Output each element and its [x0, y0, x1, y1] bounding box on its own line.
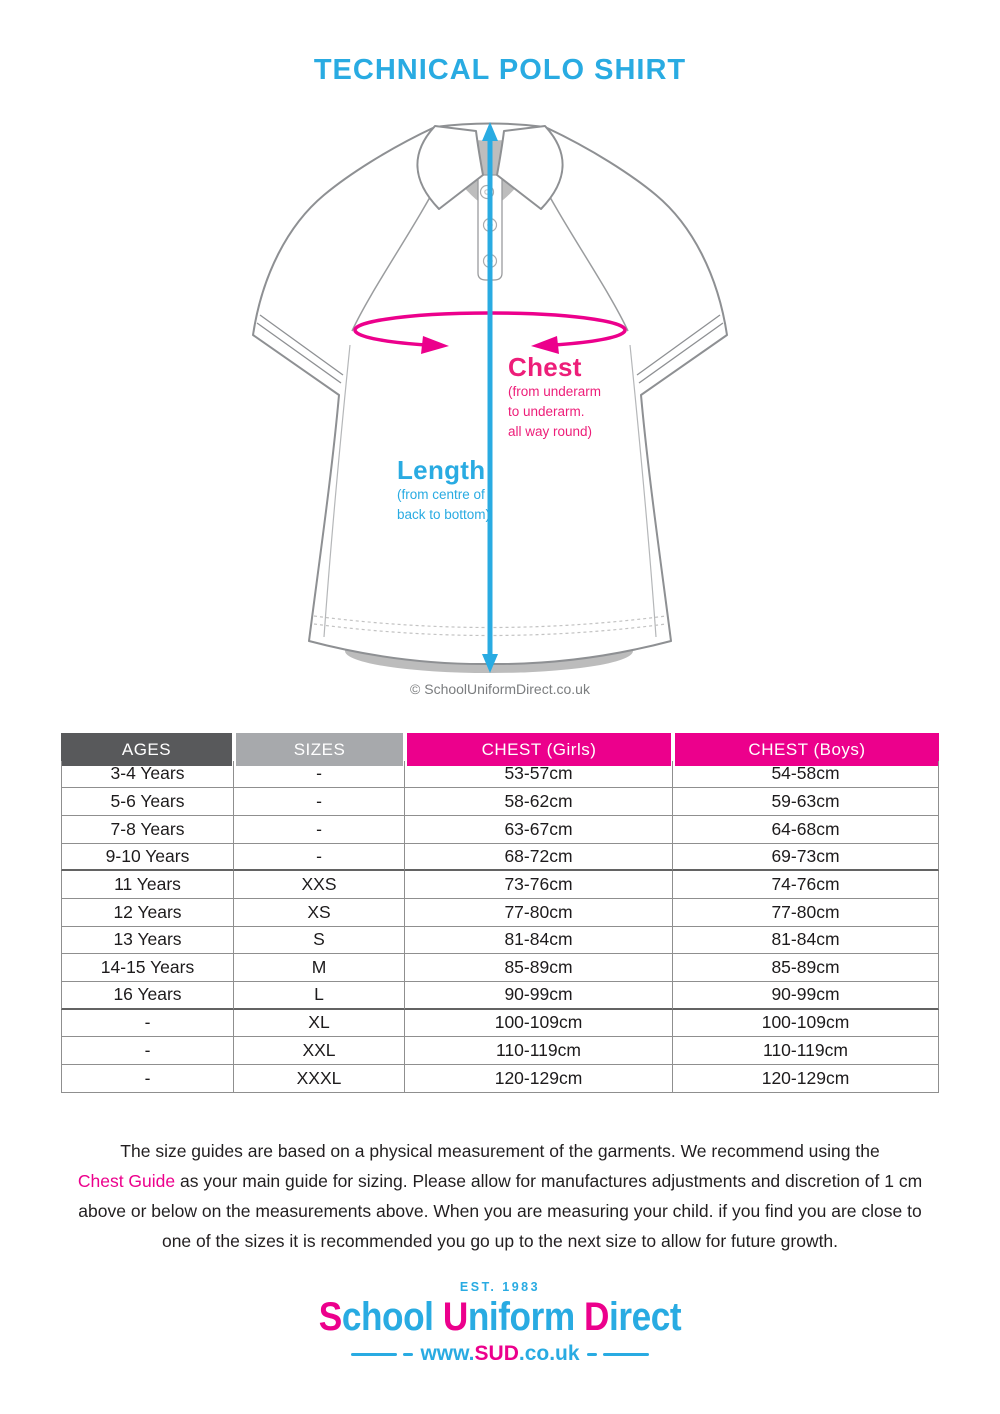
table-cell: 120-129cm — [673, 1065, 939, 1093]
logo-word-direct: irect — [609, 1295, 682, 1339]
table-cell: 53-57cm — [405, 761, 673, 789]
table-cell: XXS — [234, 871, 405, 899]
table-cell: 5-6 Years — [61, 788, 234, 816]
table-cell: 90-99cm — [673, 982, 939, 1010]
copyright-text: © SchoolUniformDirect.co.uk — [410, 681, 590, 697]
sizing-note — [40, 1136, 960, 1256]
chest-sub-2: to underarm. — [508, 404, 585, 419]
header-chest-boys: CHEST (Boys) — [673, 733, 939, 766]
table-cell: 73-76cm — [405, 871, 673, 899]
table-cell: 77-80cm — [405, 899, 673, 927]
logo-main-text — [60, 1295, 940, 1340]
table-cell: - — [61, 1065, 234, 1093]
url-couk: .co.uk — [518, 1342, 580, 1365]
table-cell: - — [61, 1037, 234, 1065]
table-cell: S — [234, 927, 405, 955]
dash-line-left-short — [403, 1353, 413, 1356]
url-sud: SUD — [474, 1342, 519, 1365]
table-cell: 85-89cm — [405, 954, 673, 982]
page-title: TECHNICAL POLO SHIRT — [313, 54, 687, 86]
length-annotation — [397, 455, 490, 525]
chest-sub-3: all way round) — [508, 424, 593, 439]
table-cell: 9-10 Years — [61, 844, 234, 872]
table-cell: 68-72cm — [405, 844, 673, 872]
table-cell: - — [61, 1010, 234, 1038]
logo-letter-d: D — [584, 1295, 610, 1339]
note-line-2 — [40, 1166, 960, 1196]
table-cell: XXXL — [234, 1065, 405, 1093]
logo-letter-u: U — [442, 1295, 468, 1339]
table-cell: 7-8 Years — [61, 816, 234, 844]
table-cell: XL — [234, 1010, 405, 1038]
length-sub-1: (from centre of — [397, 487, 485, 502]
table-cell: XS — [234, 899, 405, 927]
table-cell: 74-76cm — [673, 871, 939, 899]
table-cell: - — [234, 816, 405, 844]
table-cell: 110-119cm — [673, 1037, 939, 1065]
logo-url-text — [420, 1342, 579, 1366]
logo-word-school: chool — [341, 1295, 443, 1339]
logo-letter-s: S — [318, 1295, 342, 1339]
chest-label: Chest — [508, 352, 582, 382]
header-sizes: SIZES — [234, 733, 405, 766]
table-cell: 90-99cm — [405, 982, 673, 1010]
chest-sub-1: (from underarm — [508, 384, 602, 399]
table-cell: 100-109cm — [405, 1010, 673, 1038]
table-cell: 13 Years — [61, 927, 234, 955]
table-cell: 81-84cm — [673, 927, 939, 955]
dash-line-right — [603, 1353, 649, 1356]
table-cell: - — [234, 844, 405, 872]
table-cell: 12 Years — [61, 899, 234, 927]
url-www: www. — [420, 1342, 475, 1365]
table-cell: L — [234, 982, 405, 1010]
table-cell: 100-109cm — [673, 1010, 939, 1038]
table-cell: 81-84cm — [405, 927, 673, 955]
dash-line-left — [351, 1353, 397, 1356]
note-line-3: above or below on the measurements above. When you are measuring your child. if you find you are close to — [78, 1201, 922, 1221]
table-cell: 120-129cm — [405, 1065, 673, 1093]
table-cell: 14-15 Years — [61, 954, 234, 982]
logo-est-text: EST. 1983 — [459, 1280, 541, 1294]
length-sub-2: back to bottom) — [397, 507, 491, 522]
brand-logo — [0, 1280, 1000, 1366]
table-cell: 69-73cm — [673, 844, 939, 872]
size-table — [61, 733, 939, 1093]
note-line-2-rest: as your main guide for sizing. Please allow for manufactures adjustments and discretion of 1 cm — [175, 1171, 923, 1191]
header-chest-girls: CHEST (Girls) — [405, 733, 673, 766]
chest-annotation — [508, 352, 601, 442]
length-label: Length — [397, 455, 486, 485]
table-cell: 54-58cm — [673, 761, 939, 789]
table-cell: 64-68cm — [673, 816, 939, 844]
table-cell: - — [234, 788, 405, 816]
table-cell: 110-119cm — [405, 1037, 673, 1065]
table-cell: - — [234, 761, 405, 789]
table-cell: 85-89cm — [673, 954, 939, 982]
table-cell: 77-80cm — [673, 899, 939, 927]
polo-shirt-illustration — [240, 113, 760, 683]
table-cell: 59-63cm — [673, 788, 939, 816]
polo-shirt-svg — [240, 113, 760, 683]
table-cell: 11 Years — [61, 871, 234, 899]
table-cell: 16 Years — [61, 982, 234, 1010]
table-cell: 3-4 Years — [61, 761, 234, 789]
note-line-4: one of the sizes it is recommended you go up to the next size to allow for future growth. — [161, 1231, 839, 1251]
table-cell: 58-62cm — [405, 788, 673, 816]
logo-url — [0, 1342, 1000, 1366]
header-ages: AGES — [61, 733, 234, 766]
chest-guide-highlight: Chest Guide — [77, 1171, 176, 1191]
table-cell: XXL — [234, 1037, 405, 1065]
table-cell: 63-67cm — [405, 816, 673, 844]
note-line-1: The size guides are based on a physical measurement of the garments. We recommend using the — [120, 1141, 880, 1161]
logo-word-uniform: niform — [467, 1295, 585, 1339]
dash-line-right-short — [587, 1353, 597, 1356]
table-cell: M — [234, 954, 405, 982]
